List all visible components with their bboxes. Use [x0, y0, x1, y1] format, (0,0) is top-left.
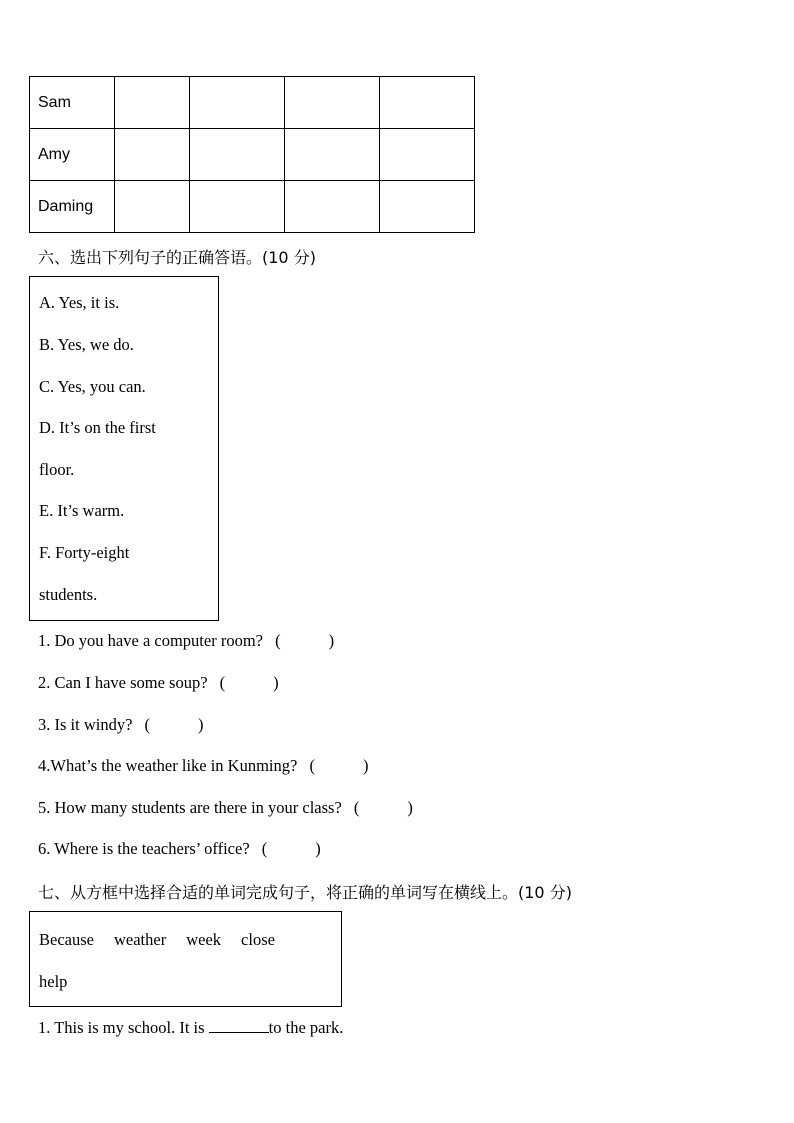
- word-item: week: [186, 930, 222, 949]
- option-e: E. It’s warm.: [39, 501, 125, 520]
- option-d: D. It’s on the first: [39, 418, 156, 437]
- question-5: [38, 798, 413, 818]
- answer-paren[interactable]: ( ): [275, 631, 335, 650]
- table-row: [30, 77, 475, 129]
- question-1: [38, 631, 334, 651]
- word-bank-line-2: [39, 972, 87, 992]
- table-row: [30, 181, 475, 233]
- word-item: weather: [113, 930, 167, 949]
- sentence-start: 1. This is my school. It is: [38, 1018, 209, 1037]
- question-4: [38, 756, 368, 776]
- table-cell: [380, 181, 475, 233]
- table-cell: [190, 77, 285, 129]
- question-6: [38, 839, 321, 859]
- option-b: B. Yes, we do.: [39, 335, 134, 354]
- row-name: Sam: [30, 77, 115, 129]
- answer-paren[interactable]: ( ): [219, 673, 279, 692]
- option-a: A. Yes, it is.: [39, 293, 120, 312]
- question-text: 1. Do you have a computer room?: [38, 631, 263, 650]
- answer-paren[interactable]: ( ): [309, 756, 369, 775]
- word-item: help: [39, 972, 68, 991]
- question-text: 5. How many students are there in your class?: [38, 798, 342, 817]
- option-c: C. Yes, you can.: [39, 377, 146, 396]
- question-2: [38, 673, 279, 693]
- row-name: Daming: [30, 181, 115, 233]
- question-text: 3. Is it windy?: [38, 715, 133, 734]
- table-cell: [115, 181, 190, 233]
- fill-sentence-1: [38, 1018, 343, 1038]
- answer-paren[interactable]: ( ): [261, 839, 321, 858]
- answer-paren[interactable]: ( ): [353, 798, 413, 817]
- answer-blank[interactable]: [209, 1018, 269, 1033]
- section7-heading: 七、从方框中选择合适的单词完成句子，将正确的单词写在横线上。(10 分): [38, 883, 572, 902]
- option-f-cont: students.: [39, 585, 98, 604]
- question-text: 4.What’s the weather like in Kunming?: [38, 756, 298, 775]
- sentence-end: to the park.: [268, 1018, 344, 1037]
- word-item: close: [241, 930, 275, 949]
- table-cell: [190, 129, 285, 181]
- name-table: [29, 76, 475, 233]
- question-text: 2. Can I have some soup?: [38, 673, 208, 692]
- question-text: 6. Where is the teachers’ office?: [38, 839, 250, 858]
- table-cell: [285, 181, 380, 233]
- table-cell: [380, 129, 475, 181]
- answer-paren[interactable]: ( ): [144, 715, 204, 734]
- table-cell: [190, 181, 285, 233]
- word-bank-line-1: [39, 930, 295, 950]
- table-cell: [285, 129, 380, 181]
- word-bank-box: [29, 911, 342, 1007]
- table-cell: [115, 77, 190, 129]
- options-box: [29, 276, 219, 621]
- question-3: [38, 715, 204, 735]
- table-row: [30, 129, 475, 181]
- row-name: Amy: [30, 129, 115, 181]
- word-item: Because: [39, 930, 94, 949]
- table-cell: [380, 77, 475, 129]
- table-cell: [115, 129, 190, 181]
- option-d-cont: floor.: [39, 460, 75, 479]
- section6-heading: 六、选出下列句子的正确答语。(10 分): [38, 248, 316, 267]
- table-cell: [285, 77, 380, 129]
- option-f: F. Forty-eight: [39, 543, 130, 562]
